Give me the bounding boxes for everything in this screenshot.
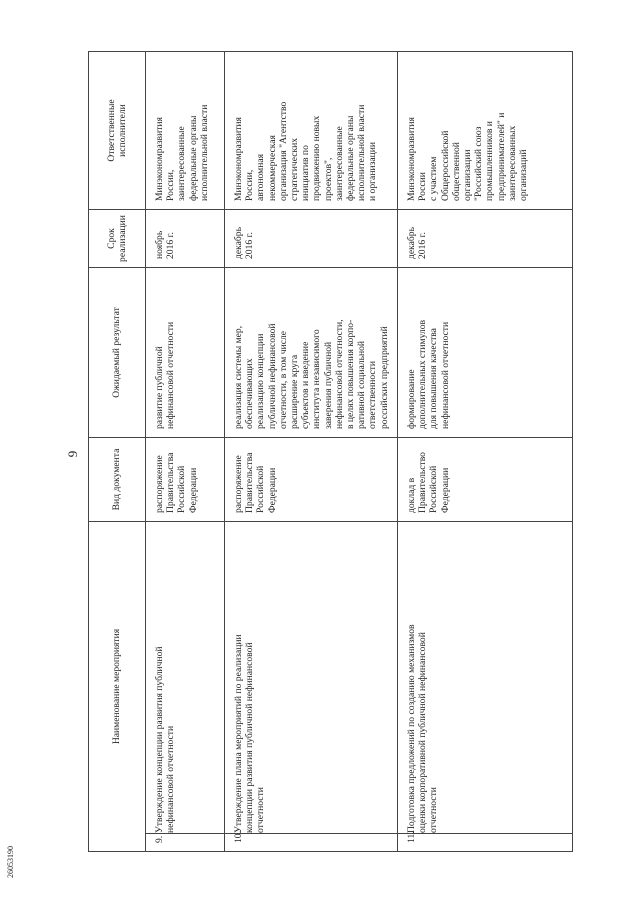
text-line: в целях повышения корпо-: [345, 319, 357, 429]
table-row: [146, 52, 225, 852]
text-line: общественной: [450, 142, 462, 201]
text-line: Минэкономразвития: [406, 117, 417, 201]
text-line: отчетности: [428, 787, 440, 833]
table-row: [225, 52, 398, 852]
text-line: ответственности: [367, 361, 379, 429]
row-number: 9.: [146, 834, 225, 852]
text-line: России,: [165, 169, 177, 201]
text-line: распоряжение: [233, 455, 244, 513]
text-line: "Российский союз: [473, 126, 485, 201]
text-line: отчетности, в том числе: [277, 330, 289, 429]
text-line: 2016 г.: [165, 232, 177, 259]
text-line: федеральные органы: [345, 115, 357, 201]
text-line: инициатив по: [300, 145, 312, 201]
text-line: Российской: [255, 465, 267, 513]
text-line: реализация системы мер,: [233, 325, 244, 429]
text-line: организации: [462, 149, 474, 201]
text-line: нефинансовой отчетности: [165, 321, 177, 429]
text-line: России,: [244, 169, 256, 201]
text-line: концепции развития публичной нефинансовой: [244, 642, 256, 833]
text-line: автономная: [255, 153, 267, 201]
header-result: Ожидаемый результат: [89, 268, 146, 438]
measure-name: [398, 522, 573, 834]
doc-type-cell: [225, 438, 398, 522]
text-line: заинтересованных: [506, 125, 518, 201]
text-line: дополнительных стимулов: [417, 319, 429, 429]
text-line: нефинансовой отчетности: [165, 725, 177, 833]
text-line: Правительства: [244, 452, 256, 513]
header-executors-line1: Ответственные: [105, 99, 117, 162]
text-line: исполнительной власти: [198, 104, 210, 201]
deadline-cell: [225, 210, 398, 268]
text-line: публичной нефинансовой: [266, 323, 278, 429]
text-line: института независимого: [311, 329, 323, 429]
rotated-page: [62, 44, 578, 864]
header-deadline: [89, 210, 146, 268]
deadline-cell: [398, 210, 573, 268]
text-line: заинтересованные: [333, 126, 345, 201]
text-line: оценки корпоративной публичной нефинансовой: [417, 632, 429, 833]
text-line: Российской: [176, 465, 188, 513]
deadline-cell: [146, 210, 225, 268]
text-line: организация "Агентство: [277, 101, 289, 201]
header-deadline-line2: реализации: [117, 215, 128, 262]
text-line: российских предприятий: [378, 326, 390, 429]
text-line: Федерации: [439, 467, 451, 513]
text-line: Федерации: [266, 467, 278, 513]
text-line: проектов",: [322, 157, 334, 201]
text-line: нефинансовой отчетности,: [333, 319, 345, 429]
text-line: ноябрь: [154, 230, 165, 259]
row-number: 10.: [225, 834, 398, 852]
text-line: Правительство: [417, 452, 429, 513]
result-cell: [146, 268, 225, 438]
text-line: Минэкономразвития: [233, 117, 244, 201]
executors-cell: [225, 52, 398, 210]
text-line: доклад в: [406, 477, 417, 513]
text-line: Подготовка предложений по созданию механизмов: [406, 624, 417, 833]
text-line: Федерации: [187, 467, 199, 513]
header-doc-type: Вид документа: [89, 438, 146, 522]
text-line: отчетности: [255, 787, 267, 833]
text-line: промышленников и: [484, 121, 496, 201]
text-line: 2016 г.: [244, 232, 256, 259]
table-row: [398, 52, 573, 852]
text-line: Российской: [428, 465, 440, 513]
header-name: Наименование мероприятия: [89, 522, 146, 852]
executors-cell: [146, 52, 225, 210]
text-line: Правительства: [165, 452, 177, 513]
header-executors: [89, 52, 146, 210]
text-line: исполнительной власти: [356, 104, 368, 201]
document-id: 26053190: [6, 846, 15, 878]
text-line: формирование: [406, 369, 417, 429]
text-line: декабрь: [406, 227, 417, 259]
measure-name: [146, 522, 225, 834]
doc-type-cell: [146, 438, 225, 522]
text-line: Общероссийской: [439, 130, 451, 201]
header-deadline-line1: Срок: [105, 228, 117, 249]
text-line: организаций: [518, 149, 530, 201]
measure-name: [225, 522, 398, 834]
text-line: нефинансовой отчетности: [439, 321, 451, 429]
text-line: предпринимателей" и: [495, 112, 507, 201]
text-line: распоряжение: [154, 455, 165, 513]
page-number: 9: [65, 450, 80, 458]
header-executors-line2: исполнители: [117, 104, 128, 157]
text-line: некоммерческая: [266, 135, 278, 201]
text-line: 2016 г.: [417, 232, 429, 259]
text-line: развитие публичной: [154, 346, 165, 429]
text-line: для повышения качества: [428, 328, 440, 429]
measures-table: [88, 51, 573, 852]
result-cell: [225, 268, 398, 438]
text-line: Минэкономразвития: [154, 117, 165, 201]
result-cell: [398, 268, 573, 438]
text-line: продвижению новых: [311, 115, 323, 201]
text-line: России: [417, 172, 429, 201]
text-line: заинтересованные: [176, 126, 188, 201]
text-line: Утверждение плана мероприятий по реализации: [233, 634, 244, 833]
executors-cell: [398, 52, 573, 210]
text-line: субъектов и введение: [300, 341, 312, 429]
text-line: декабрь: [233, 227, 244, 259]
text-line: ративной социальной: [356, 340, 368, 429]
doc-type-cell: [398, 438, 573, 522]
text-line: с участием: [428, 156, 440, 201]
text-line: заверения публичной: [322, 341, 334, 429]
table-header-row: [89, 52, 146, 852]
text-line: расширение круга: [289, 354, 301, 429]
text-line: и организации: [367, 141, 379, 201]
text-line: обеспечивающих: [244, 358, 256, 429]
text-line: реализацию концепции: [255, 333, 267, 429]
text-line: федеральные органы: [187, 115, 199, 201]
text-line: Утверждение концепции развития публичной: [154, 646, 165, 833]
text-line: стратегических: [289, 137, 301, 201]
row-number: 11.: [398, 834, 573, 852]
